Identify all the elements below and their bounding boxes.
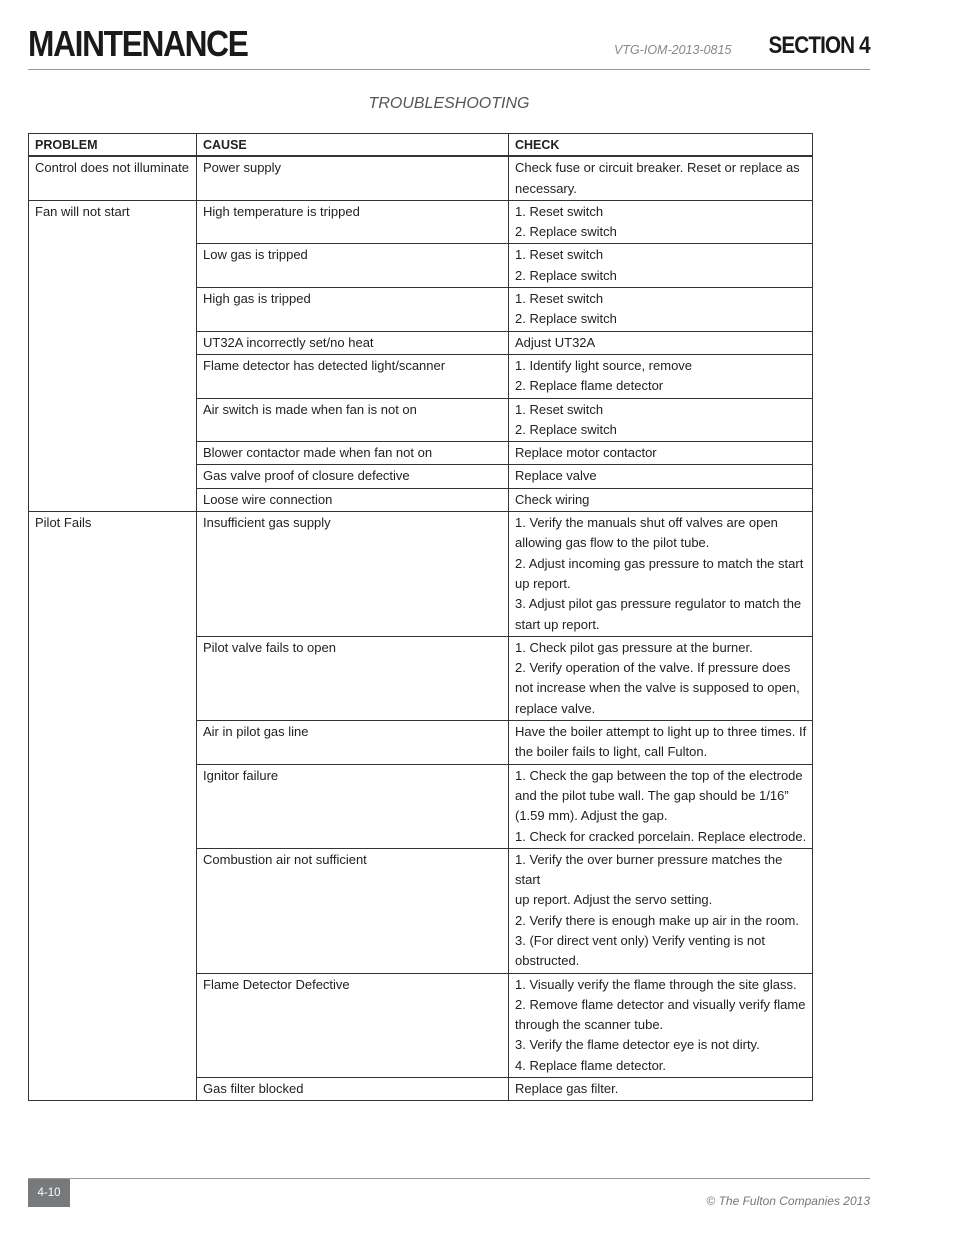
page-number: 4-10 <box>28 1179 70 1207</box>
check-line: 1. Reset switch <box>515 401 604 417</box>
cause-cell: Low gas is tripped <box>197 244 509 288</box>
check-line: 1. Reset switch <box>515 203 604 219</box>
cause-cell: High temperature is tripped <box>197 200 509 244</box>
problem-cell: Pilot Fails <box>29 512 197 1101</box>
cause-cell: UT32A incorrectly set/no heat <box>197 331 509 354</box>
check-line: up report. <box>515 575 571 591</box>
check-cell <box>509 354 813 398</box>
copyright-notice: © The Fulton Companies 2013 <box>706 1194 870 1208</box>
check-line: 3. (For direct vent only) Verify venting is not <box>515 932 765 948</box>
check-line: 2. Replace flame detector <box>515 378 664 394</box>
section-label: SECTION 4 <box>768 32 870 59</box>
column-header-check: CHECK <box>509 134 813 157</box>
header-divider <box>28 69 870 70</box>
check-line: Have the boiler attempt to light up to three times. If <box>515 724 807 740</box>
check-cell <box>509 1078 813 1101</box>
check-line: Check wiring <box>515 491 590 507</box>
cause-cell: High gas is tripped <box>197 288 509 332</box>
cause-cell: Combustion air not sufficient <box>197 848 509 973</box>
check-line: 4. Replace flame detector. <box>515 1057 667 1073</box>
check-line: 1. Reset switch <box>515 247 604 263</box>
troubleshooting-table <box>28 133 813 1101</box>
cause-cell: Insufficient gas supply <box>197 512 509 637</box>
check-cell <box>509 442 813 465</box>
check-cell <box>509 848 813 973</box>
check-line: 2. Replace switch <box>515 311 617 327</box>
check-line: Replace gas filter. <box>515 1081 619 1097</box>
check-line: 1. Check for cracked porcelain. Replace electrode. <box>515 828 807 844</box>
check-line: 2. Replace switch <box>515 421 617 437</box>
check-line: 1. Verify the over burner pressure matches the start <box>515 851 783 888</box>
check-cell <box>509 465 813 488</box>
footer-divider <box>28 1178 870 1179</box>
check-cell <box>509 200 813 244</box>
check-line: start up report. <box>515 616 600 632</box>
check-line: Check fuse or circuit breaker. Reset or replace as <box>515 160 800 176</box>
check-line: up report. Adjust the servo setting. <box>515 892 713 908</box>
check-line: Replace motor contactor <box>515 445 657 461</box>
check-line: 1. Check the gap between the top of the electrode <box>515 767 803 783</box>
check-line: (1.59 mm). Adjust the gap. <box>515 808 668 824</box>
cause-cell: Flame detector has detected light/scanner <box>197 354 509 398</box>
check-line: 2. Adjust incoming gas pressure to match the start <box>515 555 804 571</box>
check-cell <box>509 721 813 765</box>
check-line: 2. Replace switch <box>515 267 617 283</box>
check-line: 1. Verify the manuals shut off valves are open <box>515 515 778 531</box>
check-line: 3. Adjust pilot gas pressure regulator to match the <box>515 596 802 612</box>
check-cell <box>509 488 813 511</box>
check-line: necessary. <box>515 180 577 196</box>
cause-cell: Air switch is made when fan is not on <box>197 398 509 442</box>
table-row <box>29 200 813 244</box>
cause-cell: Pilot valve fails to open <box>197 636 509 720</box>
cause-cell: Gas valve proof of closure defective <box>197 465 509 488</box>
check-cell <box>509 331 813 354</box>
check-line: Adjust UT32A <box>515 334 596 350</box>
cause-cell: Loose wire connection <box>197 488 509 511</box>
check-cell <box>509 636 813 720</box>
check-cell <box>509 156 813 200</box>
check-line: and the pilot tube wall. The gap should be 1/16” <box>515 787 789 803</box>
problem-cell: Control does not illuminate <box>29 156 197 200</box>
section-heading: TROUBLESHOOTING <box>368 95 530 112</box>
check-line: 1. Visually verify the flame through the site glass. <box>515 976 797 992</box>
check-line: 1. Reset switch <box>515 291 604 307</box>
check-cell <box>509 512 813 637</box>
cause-cell: Blower contactor made when fan not on <box>197 442 509 465</box>
check-line: Replace valve <box>515 468 597 484</box>
check-cell <box>509 764 813 848</box>
column-header-cause: CAUSE <box>197 134 509 157</box>
check-line: allowing gas flow to the pilot tube. <box>515 535 710 551</box>
check-cell <box>509 973 813 1077</box>
cause-cell: Flame Detector Defective <box>197 973 509 1077</box>
check-line: 1. Identify light source, remove <box>515 357 693 373</box>
cause-cell: Gas filter blocked <box>197 1078 509 1101</box>
table-row <box>29 156 813 200</box>
page-title: MAINTENANCE <box>28 23 248 64</box>
check-line: 1. Check pilot gas pressure at the burner. <box>515 639 753 655</box>
check-line: 3. Verify the flame detector eye is not dirty. <box>515 1037 760 1053</box>
column-header-problem: PROBLEM <box>29 134 197 157</box>
check-line: 2. Verify operation of the valve. If pressure does <box>515 660 791 676</box>
check-line: 2. Verify there is enough make up air in the room. <box>515 912 799 928</box>
cause-cell: Power supply <box>197 156 509 200</box>
check-line: 2. Remove flame detector and visually verify flame <box>515 996 806 1012</box>
table-header-row <box>29 134 813 157</box>
check-cell <box>509 288 813 332</box>
check-line: through the scanner tube. <box>515 1017 664 1033</box>
check-line: not increase when the valve is supposed to open, <box>515 680 800 696</box>
table-row <box>29 512 813 637</box>
cause-cell: Air in pilot gas line <box>197 721 509 765</box>
check-line: 2. Replace switch <box>515 224 617 240</box>
cause-cell: Ignitor failure <box>197 764 509 848</box>
problem-cell: Fan will not start <box>29 200 197 511</box>
check-cell <box>509 244 813 288</box>
check-line: replace valve. <box>515 700 596 716</box>
check-line: the boiler fails to light, call Fulton. <box>515 744 708 760</box>
table-body <box>29 156 813 1101</box>
document-number: VTG-IOM-2013-0815 <box>614 43 732 57</box>
check-cell <box>509 398 813 442</box>
check-line: obstructed. <box>515 953 580 969</box>
